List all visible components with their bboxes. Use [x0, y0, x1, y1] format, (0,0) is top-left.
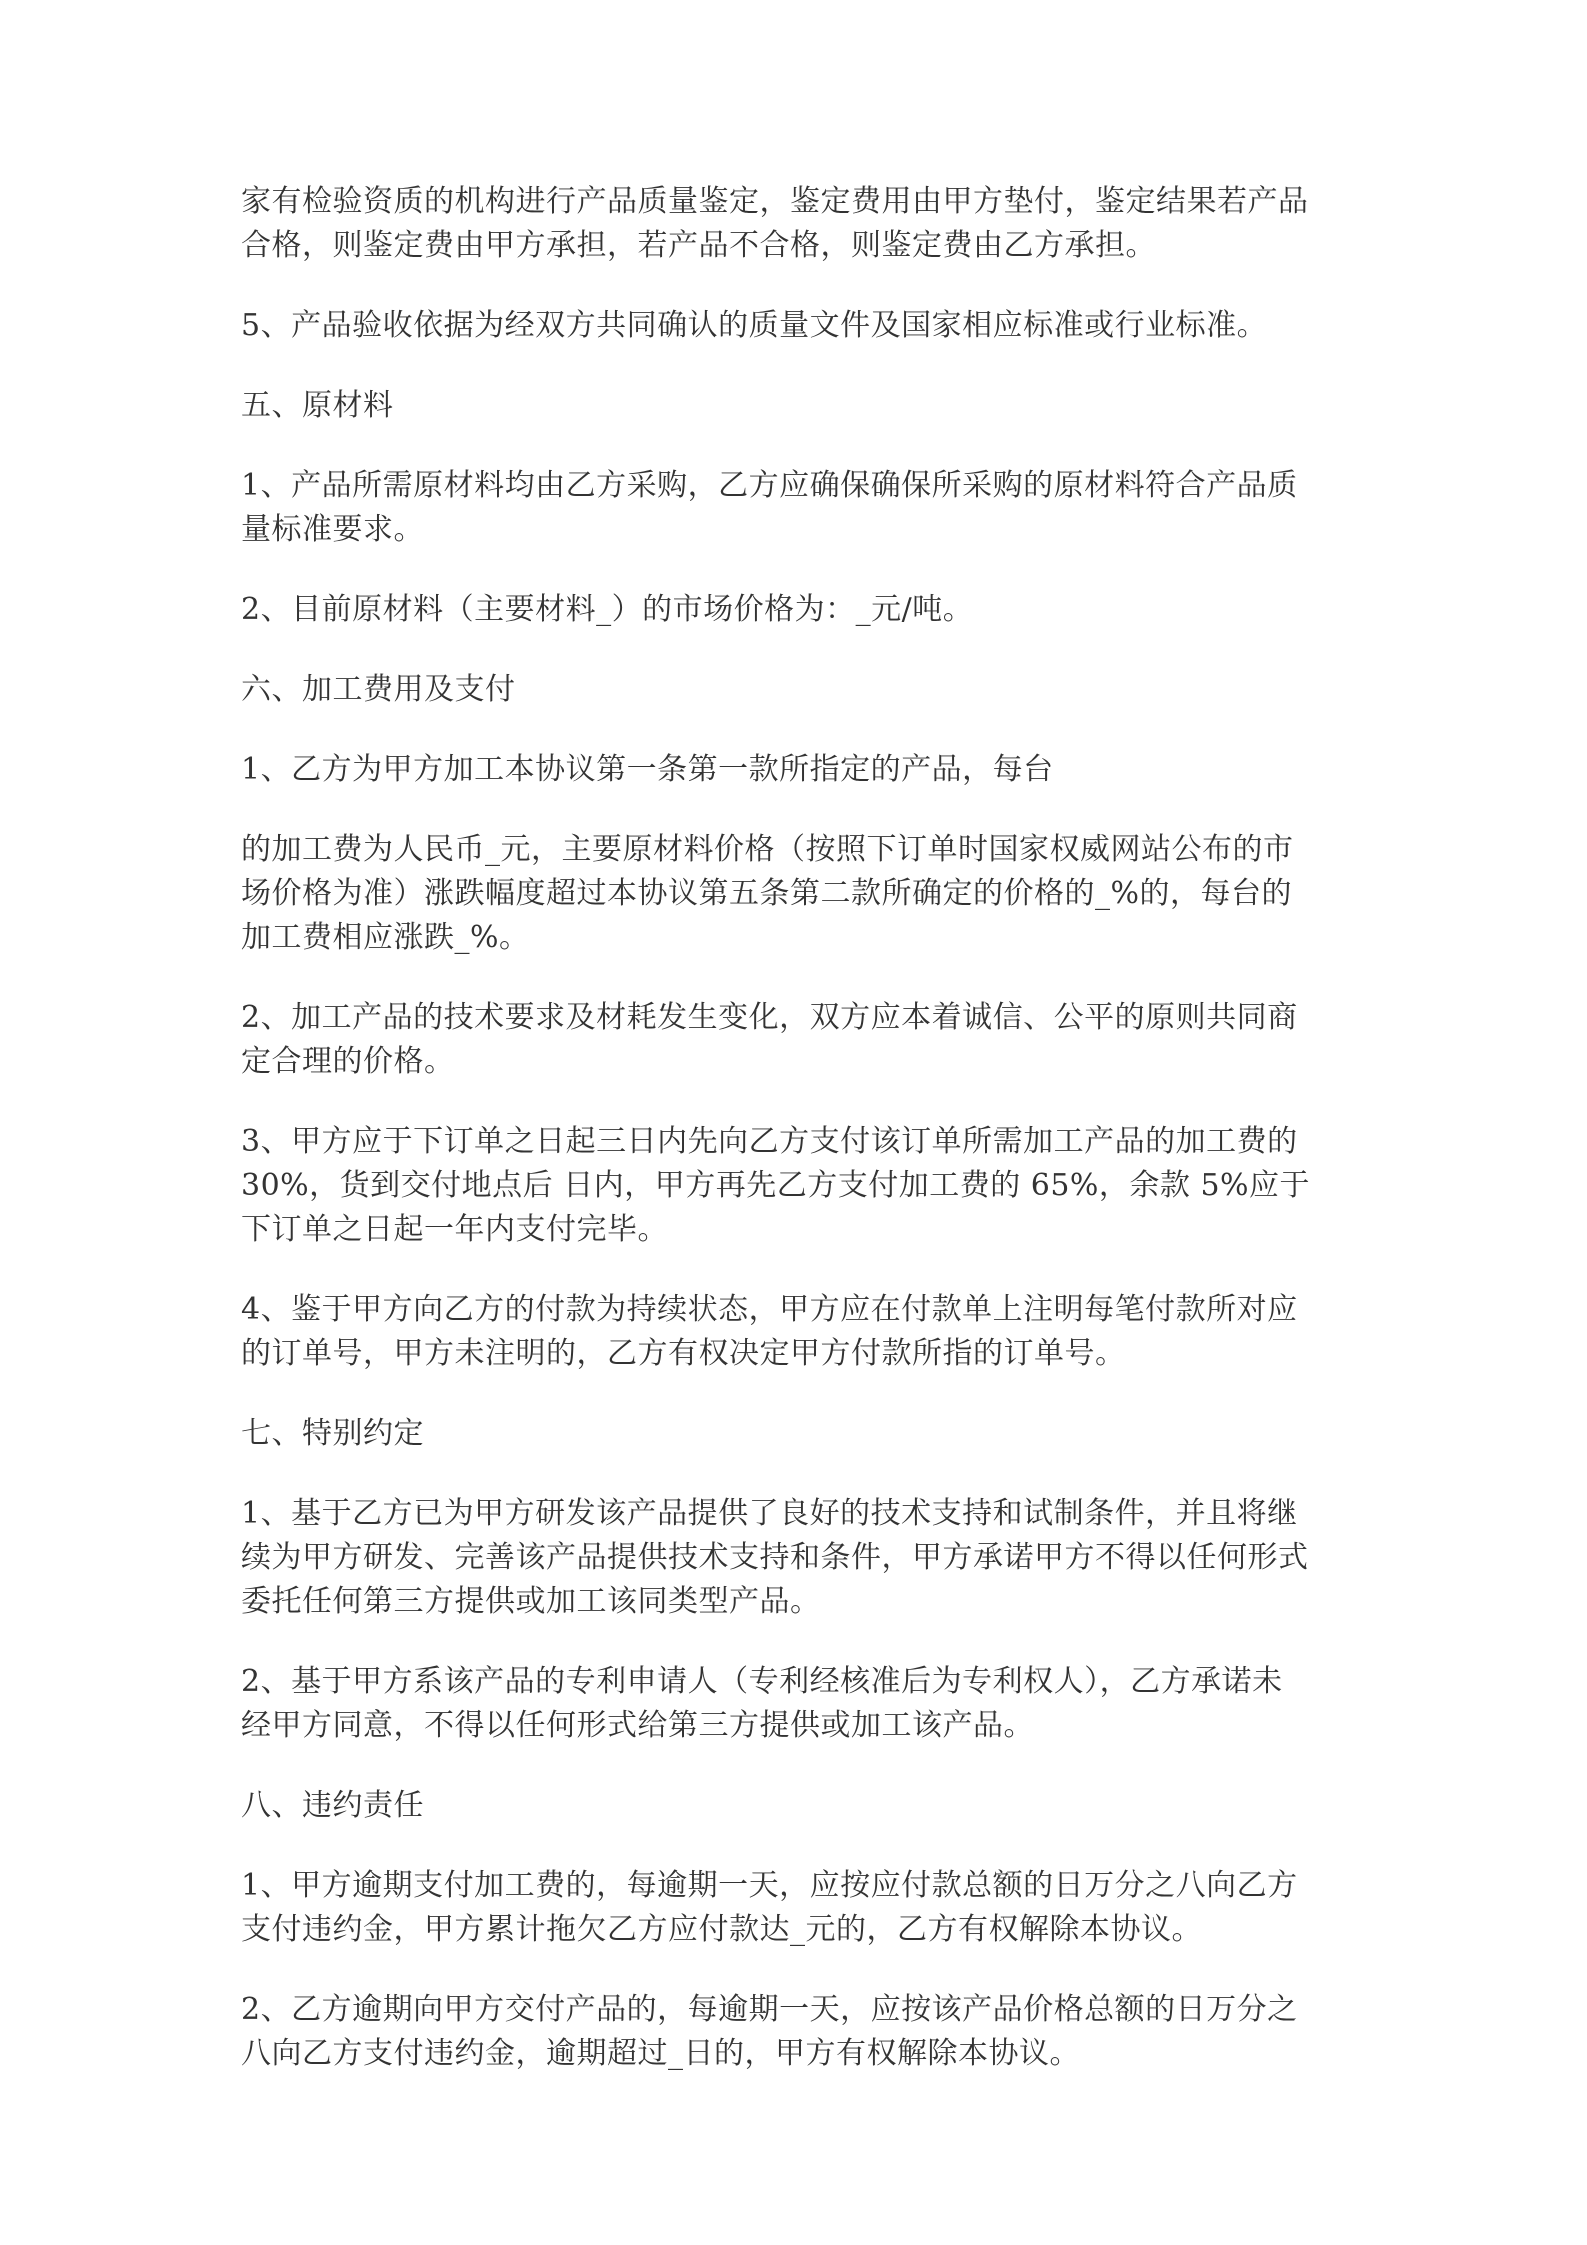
paragraph-fees-3	[241, 1120, 1356, 1252]
text-line: 支付违约金，甲方累计拖欠乙方应付款达_元的，乙方有权解除本协议。	[241, 1912, 1202, 1947]
text-line: 合格，则鉴定费由甲方承担，若产品不合格，则鉴定费由乙方承担。	[241, 228, 1156, 263]
text-line: 1、产品所需原材料均由乙方采购，乙方应确保确保所采购的原材料符合产品质	[241, 468, 1298, 503]
text-line: 定合理的价格。	[241, 1044, 455, 1079]
text-line: 下订单之日起一年内支付完毕。	[241, 1212, 668, 1247]
text-line: 2、目前原材料（主要材料_）的市场价格为：_元/吨。	[241, 592, 974, 627]
heading-text: 八、违约责任	[241, 1788, 424, 1823]
paragraph-fees-4	[241, 1288, 1356, 1376]
heading-text: 七、特别约定	[241, 1416, 424, 1451]
heading-text: 六、加工费用及支付	[241, 672, 516, 707]
heading-text: 五、原材料	[241, 388, 394, 423]
text-line: 的加工费为人民币_元，主要原材料价格（按照下订单时国家权威网站公布的市	[241, 832, 1294, 867]
text-line: 的订单号，甲方未注明的，乙方有权决定甲方付款所指的订单号。	[241, 1336, 1126, 1371]
paragraph-special-1	[241, 1492, 1356, 1624]
paragraph-quality-appraisal	[241, 180, 1356, 268]
paragraph-special-2	[241, 1660, 1356, 1748]
section-heading-special-terms	[241, 1412, 1356, 1456]
text-line: 经甲方同意，不得以任何形式给第三方提供或加工该产品。	[241, 1708, 1034, 1743]
text-line: 3、甲方应于下订单之日起三日内先向乙方支付该订单所需加工产品的加工费的	[241, 1124, 1298, 1159]
document-body	[241, 180, 1356, 2112]
paragraph-raw-materials-1	[241, 464, 1356, 552]
paragraph-acceptance-basis	[241, 304, 1356, 348]
section-heading-liability	[241, 1784, 1356, 1828]
text-line: 加工费相应涨跌_%。	[241, 920, 530, 955]
text-line: 委托任何第三方提供或加工该同类型产品。	[241, 1584, 821, 1619]
text-line: 量标准要求。	[241, 512, 424, 547]
paragraph-liability-1	[241, 1864, 1356, 1952]
text-line: 2、加工产品的技术要求及材耗发生变化，双方应本着诚信、公平的原则共同商	[241, 1000, 1298, 1035]
paragraph-liability-2	[241, 1988, 1356, 2076]
paragraph-fees-2	[241, 996, 1356, 1084]
text-line: 场价格为准）涨跌幅度超过本协议第五条第二款所确定的价格的_%的，每台的	[241, 876, 1293, 911]
text-line: 八向乙方支付违约金，逾期超过_日的，甲方有权解除本协议。	[241, 2036, 1080, 2071]
paragraph-fees-1b	[241, 828, 1356, 960]
text-line: 家有检验资质的机构进行产品质量鉴定，鉴定费用由甲方垫付，鉴定结果若产品	[241, 184, 1309, 219]
text-line: 1、甲方逾期支付加工费的，每逾期一天，应按应付款总额的日万分之八向乙方	[241, 1868, 1298, 1903]
text-line: 2、基于甲方系该产品的专利申请人（专利经核准后为专利权人），乙方承诺未	[241, 1664, 1283, 1699]
text-line: 30%，货到交付地点后 日内，甲方再先乙方支付加工费的 65%，余款 5%应于	[241, 1168, 1311, 1203]
text-line: 2、乙方逾期向甲方交付产品的，每逾期一天，应按该产品价格总额的日万分之	[241, 1992, 1298, 2027]
paragraph-fees-1a	[241, 748, 1356, 792]
text-line: 1、乙方为甲方加工本协议第一条第一款所指定的产品，每台	[241, 752, 1054, 787]
text-line: 1、基于乙方已为甲方研发该产品提供了良好的技术支持和试制条件，并且将继	[241, 1496, 1298, 1531]
text-line: 4、鉴于甲方向乙方的付款为持续状态，甲方应在付款单上注明每笔付款所对应	[241, 1292, 1298, 1327]
paragraph-raw-materials-2	[241, 588, 1356, 632]
text-line: 续为甲方研发、完善该产品提供技术支持和条件，甲方承诺甲方不得以任何形式	[241, 1540, 1309, 1575]
section-heading-fees-payment	[241, 668, 1356, 712]
section-heading-raw-materials	[241, 384, 1356, 428]
text-line: 5、产品验收依据为经双方共同确认的质量文件及国家相应标准或行业标准。	[241, 308, 1268, 343]
